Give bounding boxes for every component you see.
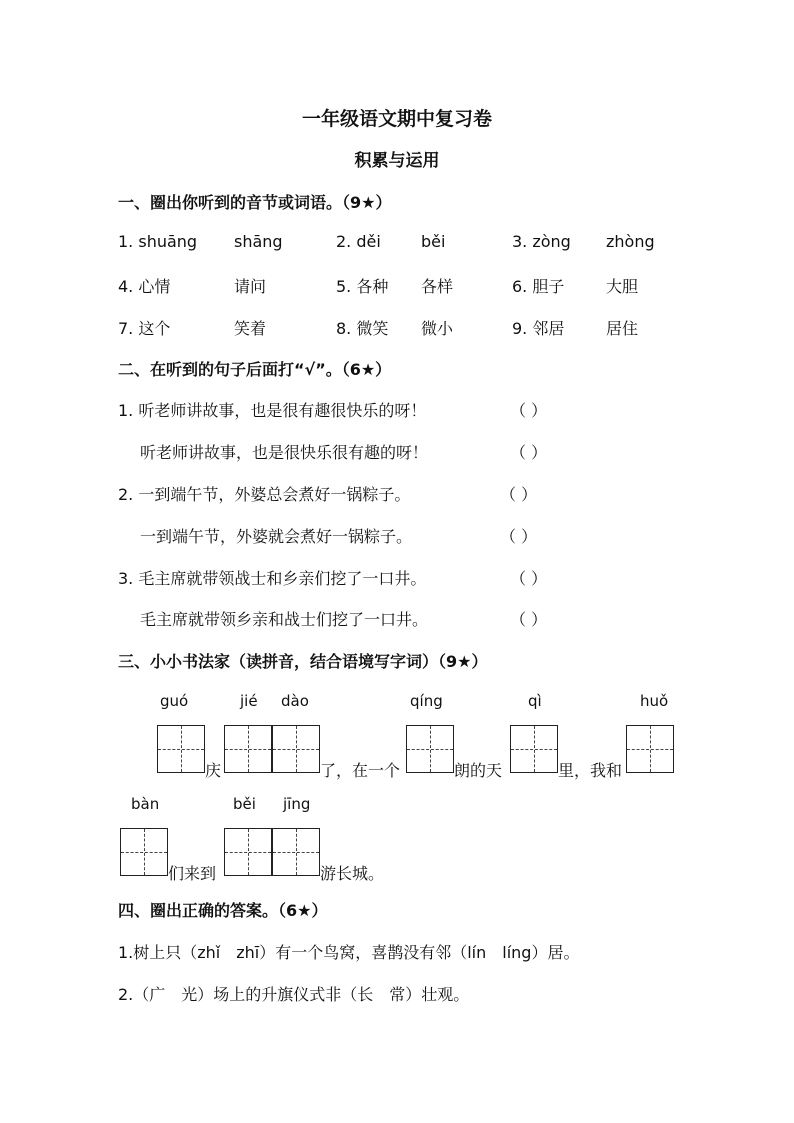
option-item: 5. 各种	[336, 277, 389, 296]
option-item: běi	[421, 232, 446, 251]
option-item: 6. 胆子	[512, 277, 565, 296]
option-item: 请问	[234, 277, 267, 296]
option-item: 居住	[606, 319, 639, 338]
context-text: 朗的天	[454, 761, 503, 780]
writing-grid[interactable]	[626, 725, 674, 773]
option-item: 大胆	[606, 277, 639, 296]
sentence-item: 毛主席就带领乡亲和战士们挖了一口井。	[140, 610, 429, 629]
question-line: 2.（广 光）场上的升旗仪式非（长 常）壮观。	[118, 985, 470, 1004]
sentence-item: 2. 一到端午节，外婆总会煮好一锅粽子。	[118, 485, 411, 504]
page-title: 一年级语文期中复习卷	[301, 108, 492, 130]
writing-grid[interactable]	[157, 725, 205, 773]
answer-paren[interactable]: （ ）	[500, 485, 538, 504]
answer-paren[interactable]: （ ）	[510, 569, 548, 588]
section-1-heading: 一、圈出你听到的音节或词语。（9★）	[118, 193, 392, 212]
pinyin-label: dào	[281, 692, 309, 710]
sentence-item: 1. 听老师讲故事，也是很有趣很快乐的呀！	[118, 401, 427, 420]
answer-paren[interactable]: （ ）	[510, 443, 548, 462]
writing-grid[interactable]	[224, 725, 272, 773]
section-2-heading: 二、在听到的句子后面打“√”。（6★）	[118, 360, 392, 379]
pinyin-label: guó	[160, 692, 189, 710]
option-item: 9. 邻居	[512, 319, 565, 338]
option-item: 微小	[421, 319, 454, 338]
answer-paren[interactable]: （ ）	[510, 610, 548, 629]
option-item: shāng	[234, 232, 283, 251]
context-text: 们来到	[168, 864, 217, 883]
option-item: 笑着	[234, 319, 267, 338]
context-text: 庆	[205, 761, 222, 780]
context-text: 游长城。	[320, 864, 385, 883]
sentence-item: 一到端午节，外婆就会煮好一锅粽子。	[140, 527, 413, 546]
section-3-heading: 三、小小书法家（读拼音，结合语境写字词）（9★）	[118, 652, 488, 671]
writing-grid[interactable]	[120, 828, 168, 876]
sentence-item: 听老师讲故事，也是很快乐很有趣的呀！	[140, 443, 429, 462]
sentence-item: 3. 毛主席就带领战士和乡亲们挖了一口井。	[118, 569, 427, 588]
option-item: 8. 微笑	[336, 319, 389, 338]
pinyin-label: huǒ	[640, 692, 669, 710]
writing-grid[interactable]	[272, 725, 320, 773]
option-item: 3. zòng	[512, 232, 571, 251]
pinyin-label: bàn	[131, 795, 160, 813]
option-item: 各样	[421, 277, 454, 296]
question-line: 1.树上只（zhǐ zhī）有一个鸟窝，喜鹊没有邻（lín líng）居。	[118, 943, 580, 962]
pinyin-label: qíng	[410, 692, 443, 710]
option-item: 1. shuāng	[118, 232, 198, 251]
pinyin-label: jīng	[283, 795, 311, 813]
writing-grid[interactable]	[224, 828, 272, 876]
writing-grid[interactable]	[272, 828, 320, 876]
pinyin-label: běi	[233, 795, 256, 813]
option-item: 2. děi	[336, 232, 381, 251]
page-subtitle: 积累与运用	[354, 151, 440, 171]
section-4-heading: 四、圈出正确的答案。（6★）	[118, 901, 328, 920]
option-item: zhòng	[606, 232, 655, 251]
option-item: 7. 这个	[118, 319, 171, 338]
context-text: 了，在一个	[320, 761, 401, 780]
answer-paren[interactable]: （ ）	[500, 527, 538, 546]
answer-paren[interactable]: （ ）	[510, 401, 548, 420]
writing-grid[interactable]	[406, 725, 454, 773]
pinyin-label: jié	[240, 692, 258, 710]
writing-grid[interactable]	[510, 725, 558, 773]
context-text: 里，我和	[558, 761, 623, 780]
option-item: 4. 心情	[118, 277, 171, 296]
pinyin-label: qì	[528, 692, 542, 710]
